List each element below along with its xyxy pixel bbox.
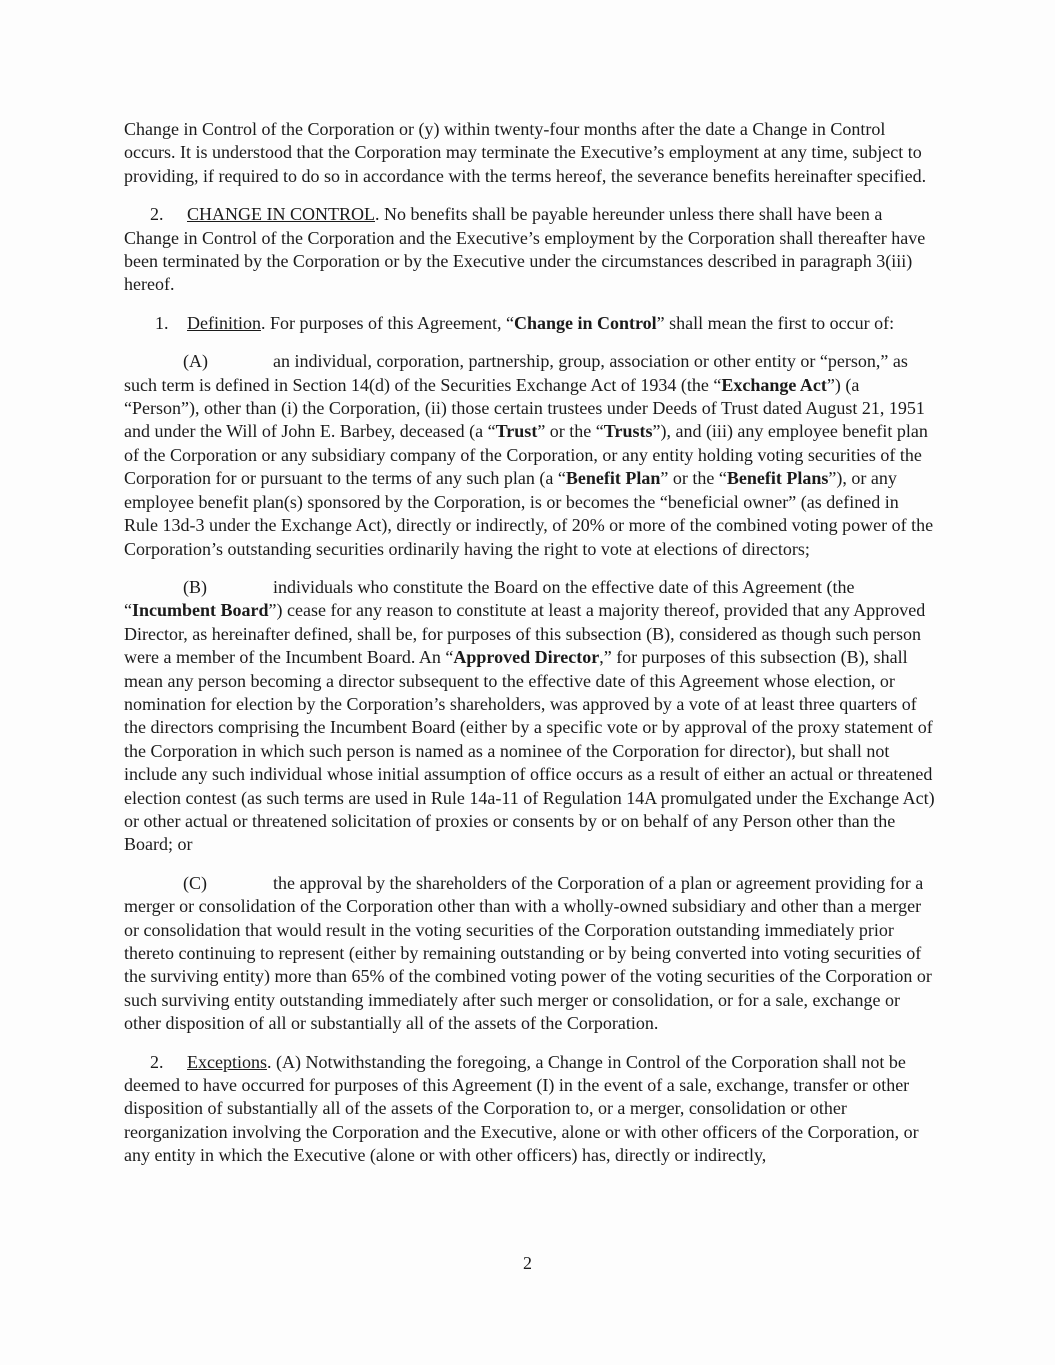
text-run: CHANGE IN CONTROL (187, 204, 375, 225)
text-run: ,” for purposes of this subsection (B), shall mean any person becoming a director subsequent to the effective date of this Agreement whose election, or nomination for election by the Corporation’s shareholders, was approved by a vote of at least three quarters of the directors comprising the Incumbent Board (either by a specific vote or by approval of the proxy statement of the Corporation in which such person is named as a nominee of the Corporation for director), but shall not include any such individual whose initial assumption of office occurs as a result of either an actual or threatened election contest (as such terms are used in Rule 14a-11 of Regulation 14A promulgated under the Exchange Act) or other actual or threatened solicitation of proxies or consents by or on behalf of any Person other than the Board; or (124, 647, 935, 855)
text-run: . (A) Notwithstanding the foregoing, a Change in Control of the Corporation shall not be deemed to have occurred for purposes of this Agreement (I) in the event of a sale, exchange, transfer or other disposition of substantially all of the assets of the Corporation to, or a merger, consolidation or other reorganization involving the Corporation and the Executive, alone or with other officers of the Corporation, or any entity in which the Executive (alone or with other officers) has, directly or indirectly, (124, 1051, 919, 1166)
para-subsection-c (124, 872, 936, 1036)
list-number: 2. (150, 204, 164, 225)
text-run: Benefit Plan (565, 468, 661, 489)
para-intro-continuation (124, 118, 936, 188)
text-run: individuals who constitute the Board on the effective date of this Agreement (the “ (124, 576, 855, 621)
text-run: Incumbent Board (132, 600, 269, 621)
text-run: ” shall mean the first to occur of: (656, 312, 895, 333)
text-run: Approved Director (453, 647, 600, 668)
para-subsection-a (124, 350, 936, 561)
text-run: Change in Control (513, 312, 657, 333)
text-run: the approval by the shareholders of the Corporation of a plan or agreement providing for a merger or consolidation of the Corporation other than with a wholly-owned subsidiary and other than a merger or consolidation that would result in the voting securities of the Corporation outstanding immediately prior thereto continuing to represent (either by remaining outstanding or by being converted into voting securities of the surviving entity) more than 65% of the combined voting power of the voting securities of the Corporation or such surviving entity outstanding immediately after such merger or consolidation, or for a sale, exchange or other disposition of all or substantially all of the assets of the Corporation. (124, 872, 932, 1034)
text-run: . For purposes of this Agreement, “ (261, 312, 514, 333)
text-run: ” or the “ (537, 421, 604, 442)
text-run: ”), or any employee benefit plan(s) sponsored by the Corporation, is or becomes the “beneficial owner” (as defined in Rule 13d-3 under the Exchange Act), directly or indirectly, of 20% or more of the combined voting power of the Corporation’s outstanding securities ordinarily having the right to vote at elections of directors; (124, 468, 934, 559)
text-run: ” or the “ (660, 468, 727, 489)
para-section-change-in-control (124, 203, 936, 297)
para-definition (124, 312, 936, 335)
page-number: 2 (523, 1253, 532, 1273)
text-run: an individual, corporation, partnership, group, association or other entity or “person,” as such term is defined in Section 14(d) of the Securities Exchange Act of 1934 (the “ (124, 351, 908, 395)
list-number: (C) (183, 872, 207, 893)
text-run: ”) (a “Person”), other than (i) the Corporation, (ii) those certain trustees under Deeds of Trust dated August 21, 1951 and under the Will of John E. Barbey, deceased (a “ (124, 374, 925, 442)
list-number: 2. (150, 1051, 164, 1072)
text-run: Exceptions (187, 1051, 267, 1072)
text-run: Definition (187, 312, 261, 333)
para-exceptions (124, 1051, 936, 1168)
document-body (124, 118, 936, 1183)
para-subsection-b (124, 576, 936, 857)
text-run: . No benefits shall be payable hereunder unless there shall have been a Change in Control of the Corporation and the Executive’s employment by the Corporation shall thereafter have been terminated by the Corporation or by the Executive under the circumstances described in paragraph 3(iii) hereof. (124, 204, 926, 295)
text-run: Change in Control of the Corporation or (y) within twenty-four months after the date a Change in Control occurs. It is understood that the Corporation may terminate the Executive’s employment at any time, subject to providing, if required to do so in accordance with the terms hereof, the severance benefits hereinafter specified. (124, 119, 927, 186)
text-run: Trusts (603, 421, 653, 442)
list-number: 1. (155, 312, 169, 333)
text-run: Exchange Act (721, 374, 827, 395)
text-run: Benefit Plans (726, 468, 829, 489)
text-run: ”), and (iii) any employee benefit plan of the Corporation or any subsidiary company of the Corporation, or any entity holding voting securities of the Corporation for or pursuant to the terms of any such plan (a “ (124, 421, 928, 489)
text-run: Trust (495, 421, 538, 442)
text-run: ”) cease for any reason to constitute at least a majority thereof, provided that any Approved Director, as hereinafter defined, shall be, for purposes of this subsection (B), considered as though such person were a member of the Incumbent Board. An “ (124, 600, 926, 668)
list-number: (A) (183, 351, 208, 372)
list-number: (B) (183, 576, 207, 597)
